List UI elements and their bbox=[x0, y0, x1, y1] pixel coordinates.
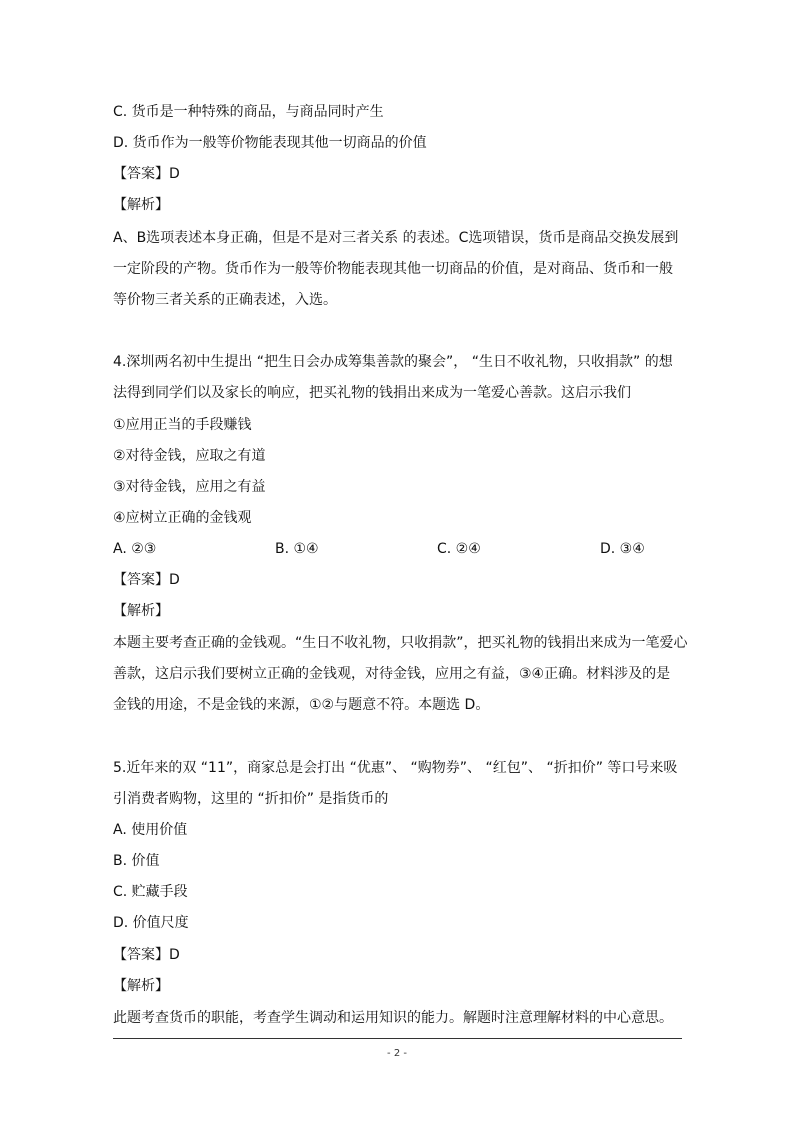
q5-option-a: A. 使用价值 bbox=[113, 822, 188, 838]
q5-analysis-line-1: 此题考查货币的职能，考查学生调动和运用知识的能力。解题时注意理解材料的中心意思。 bbox=[113, 1010, 673, 1026]
q4-option-c: C. ②④ bbox=[437, 541, 481, 557]
q3-analysis-line-3: 等价物三者关系的正确表述，入选。 bbox=[113, 292, 337, 308]
q4-statement-1: ①应用正当的手段赚钱 bbox=[113, 417, 252, 433]
q4-option-d: D. ③④ bbox=[600, 541, 645, 557]
q4-option-a: A. ②③ bbox=[113, 541, 157, 557]
q4-statement-3: ③对待金钱，应用之有益 bbox=[113, 479, 266, 495]
q3-analysis-line-2: 一定阶段的产物。货币作为一般等价物能表现其他一切商品的价值，是对商品、货币和一般 bbox=[113, 261, 673, 277]
q4-analysis-label: 【解析】 bbox=[113, 603, 169, 619]
q3-option-d: D. 货币作为一般等价物能表现其他一切商品的价值 bbox=[113, 135, 427, 151]
q4-statement-4: ④应树立正确的金钱观 bbox=[113, 510, 252, 526]
q5-option-c: C. 贮藏手段 bbox=[113, 884, 188, 900]
q5-option-d: D. 价值尺度 bbox=[113, 915, 189, 931]
q4-option-b: B. ①④ bbox=[275, 541, 319, 557]
q4-answer: 【答案】D bbox=[113, 572, 180, 588]
q4-analysis-line-2: 善款，这启示我们要树立正确的金钱观，对待金钱，应用之有益，③④正确。材料涉及的是 bbox=[113, 666, 671, 682]
q4-stem-line-2: 法得到同学们以及家长的响应，把买礼物的钱捐出来成为一笔爱心善款。这启示我们 bbox=[113, 385, 631, 401]
footer-divider bbox=[113, 1038, 682, 1039]
q5-analysis-label: 【解析】 bbox=[113, 978, 169, 994]
q4-analysis-line-3: 金钱的用途，不是金钱的来源，①②与题意不符。本题选 D。 bbox=[113, 697, 490, 713]
q3-answer: 【答案】D bbox=[113, 166, 180, 182]
q5-stem-line-2: 引消费者购物，这里的 “折扣价” 是指货币的 bbox=[113, 791, 389, 807]
q5-stem-line-1: 5.近年来的双 “11”，商家总是会打出 “优惠”、 “购物券”、 “红包”、 “折扣价” 等口号来吸 bbox=[113, 760, 678, 776]
q4-stem-line-1: 4.深圳两名初中生提出 “把生日会办成筹集善款的聚会”， “生日不收礼物，只收捐款” 的想 bbox=[113, 354, 673, 370]
q5-option-b: B. 价值 bbox=[113, 853, 160, 869]
q3-analysis-line-1: A、B选项表述本身正确，但是不是对三者关系 的表述。C选项错误，货币是商品交换发展到 bbox=[113, 230, 679, 246]
page-number: - 2 - bbox=[387, 1048, 407, 1059]
q3-option-c: C. 货币是一种特殊的商品，与商品同时产生 bbox=[113, 104, 384, 120]
q3-analysis-label: 【解析】 bbox=[113, 197, 169, 213]
q4-statement-2: ②对待金钱，应取之有道 bbox=[113, 448, 266, 464]
q4-analysis-line-1: 本题主要考查正确的金钱观。“生日不收礼物，只收捐款”，把买礼物的钱捐出来成为一笔爱心 bbox=[113, 635, 688, 651]
q5-answer: 【答案】D bbox=[113, 947, 180, 963]
